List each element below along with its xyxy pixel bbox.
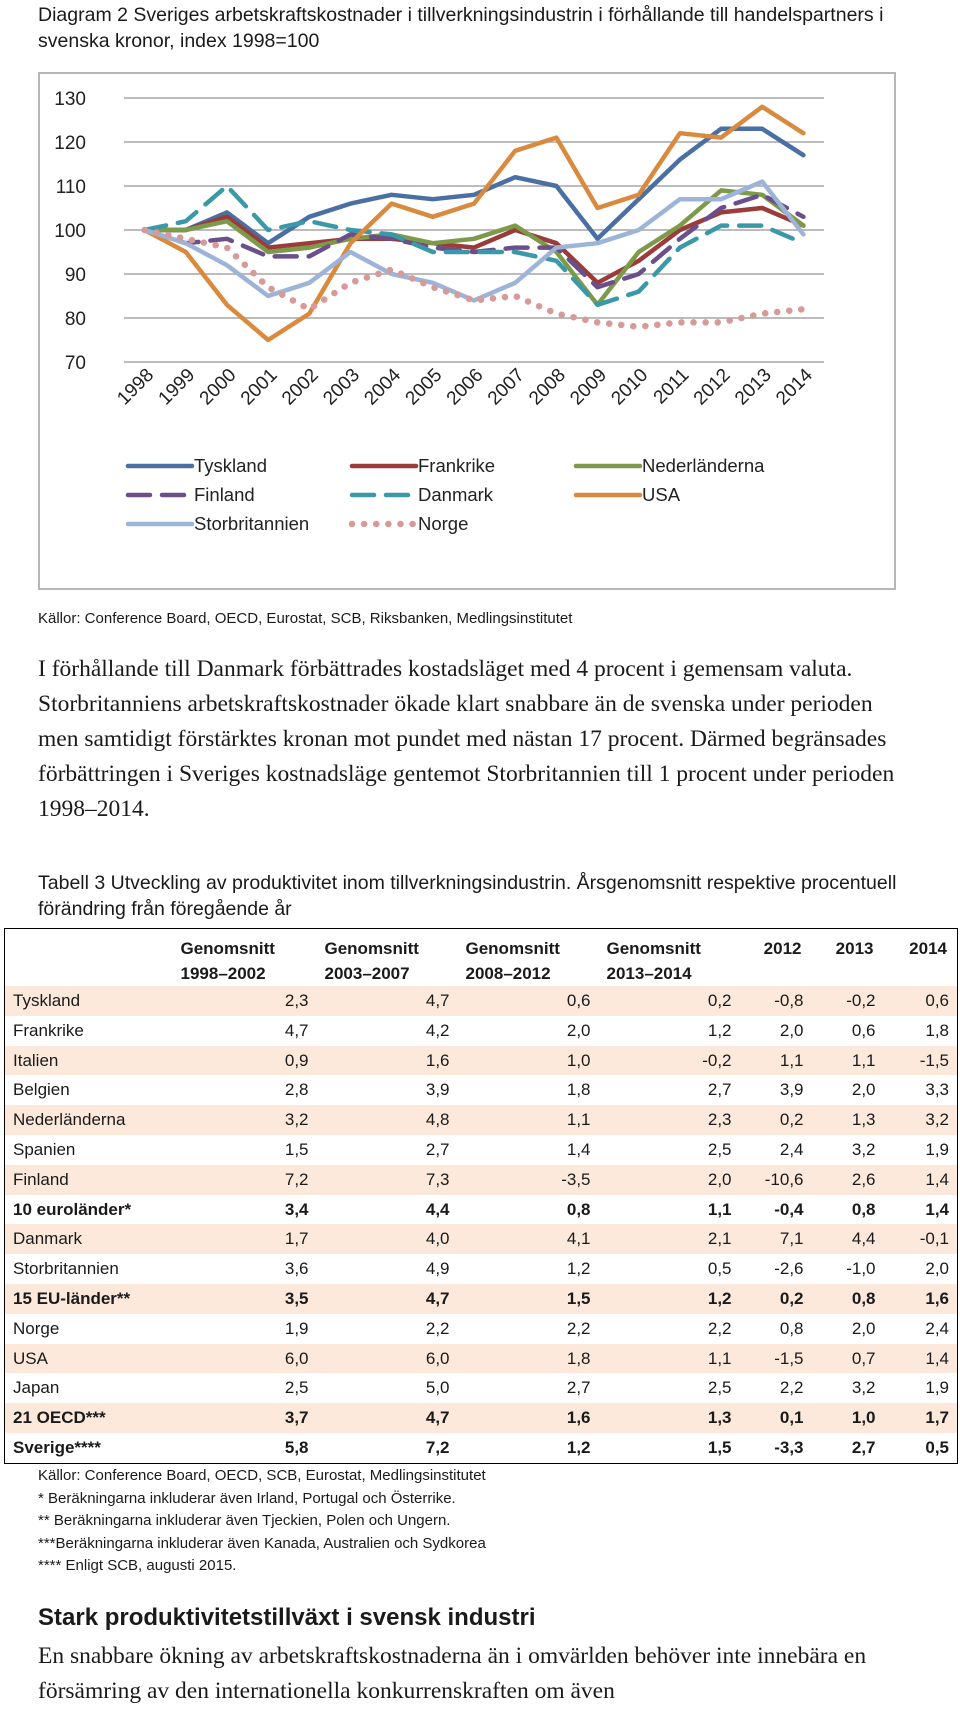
table-cell: 4,7 — [317, 986, 458, 1016]
table-cell: 1,1 — [812, 1046, 884, 1076]
header-line: 2003–2007 — [324, 964, 410, 983]
table-cell: 1,2 — [566, 1437, 591, 1457]
table-cell: 4,1 — [458, 1224, 599, 1254]
table-cell: 1,7 — [173, 1224, 317, 1254]
table-cell: -0,2 — [812, 986, 884, 1016]
table-cell: 1,8 — [458, 1344, 599, 1374]
chart-frame — [38, 72, 896, 590]
table-cell: 1,8 — [925, 1020, 949, 1040]
legend-label: Danmark — [418, 484, 494, 505]
x-tick-label: 2009 — [566, 364, 612, 410]
table-cell: 0,6 — [458, 986, 599, 1016]
table-row — [5, 1284, 958, 1314]
table-cell: 4,7 — [317, 1284, 458, 1314]
table-cell: 1,2 — [566, 1259, 591, 1279]
y-tick-label: 110 — [55, 177, 86, 198]
table-cell: 2,5 — [707, 1139, 732, 1159]
table-cell: 2,0 — [599, 1165, 740, 1195]
table-cell: 1,5 — [284, 1139, 309, 1159]
table-cell: 2,7 — [566, 1378, 591, 1398]
row-label: 21 OECD*** — [5, 1403, 173, 1433]
column-header — [884, 929, 958, 987]
x-tick-label: 1999 — [154, 364, 200, 410]
table-cell: 2,7 — [851, 1437, 876, 1457]
x-tick-label: 2006 — [442, 364, 488, 410]
note-line: ***Beräkningarna inkluderar även Kanada, Australien och Sydkorea — [38, 1534, 486, 1552]
table-cell: 3,2 — [173, 1105, 317, 1135]
chart-caption: Diagram 2 Sveriges arbetskraftskostnader i tillverkningsindustrin i förhållande till handelspartners i svenska kronor, index 1998=100 — [38, 4, 884, 52]
row-label: Spanien — [13, 1139, 76, 1159]
column-header — [740, 929, 812, 987]
table-cell: 1,5 — [707, 1437, 732, 1457]
table-cell: 1,4 — [884, 1165, 958, 1195]
legend-label: Nederländerna — [642, 455, 765, 476]
table-cell: 2,2 — [425, 1318, 450, 1338]
header-line: Genomsnitt — [324, 939, 419, 958]
note-line: ** Beräkningarna inkluderar även Tjeckien, Polen och Ungern. — [38, 1512, 451, 1529]
table-row — [5, 1165, 958, 1195]
legend-label: Storbritannien — [194, 513, 310, 534]
table-row — [5, 1314, 958, 1344]
table-cell: 0,5 — [707, 1259, 732, 1279]
y-tick-label: 100 — [54, 221, 86, 242]
table-cell: 1,0 — [812, 1403, 884, 1433]
table-cell: 1,5 — [458, 1284, 599, 1314]
y-tick-label: 70 — [64, 353, 86, 374]
row-label: Japan — [13, 1378, 60, 1398]
table-row — [5, 1433, 958, 1463]
x-tick-label: 2012 — [689, 364, 735, 410]
table-row — [5, 1105, 958, 1135]
table-cell: 1,6 — [458, 1403, 599, 1433]
table-cell: 2,6 — [812, 1165, 884, 1195]
table-cell: 0,6 — [851, 1020, 876, 1040]
table-cell: -0,8 — [740, 986, 812, 1016]
table-cell: 0,2 — [740, 1105, 812, 1135]
table-cell: 4,4 — [812, 1224, 884, 1254]
legend-label: Tyskland — [194, 455, 268, 476]
table-cell: 4,2 — [425, 1020, 450, 1040]
x-tick-label: 2001 — [236, 364, 282, 410]
table-header-row — [5, 929, 958, 987]
table-cell: 2,7 — [425, 1139, 450, 1159]
table-row — [5, 1224, 958, 1254]
table-cell: 1,6 — [884, 1284, 958, 1314]
note-line: * Beräkningarna inkluderar även Irland, Portugal och Österrike. — [38, 1489, 456, 1507]
table-row — [5, 1135, 958, 1165]
header-line: Genomsnitt — [465, 939, 560, 958]
table-cell: 6,0 — [317, 1344, 458, 1374]
header-line: Genomsnitt — [606, 939, 701, 958]
table-cell: -2,6 — [774, 1259, 804, 1279]
body-paragraph: I förhållande till Danmark förbättrades kostadsläget med 4 procent i gemensam valuta. Storbritanniens arbetskraftskostnader ökade klart snabbare än de svenska under perioden men samtidigt förstärktes kronan mot pundet med nästan 17 procent. Därmed begränsades förbättringen i Sveriges kostnadsläge gentemot Storbritannien till 1 procent under perioden 1998–2014. — [38, 656, 895, 822]
table-cell: -1,5 — [740, 1344, 812, 1374]
x-tick-label: 2002 — [278, 364, 323, 410]
note-line: **** Enligt SCB, augusti 2015. — [38, 1557, 237, 1574]
table-cell: 2,5 — [284, 1378, 309, 1398]
chart-sources: Källor: Conference Board, OECD, Eurostat, SCB, Riksbanken, Medlingsinstitutet — [38, 610, 573, 627]
table-cell: 6,0 — [173, 1344, 317, 1374]
table-cell: 1,9 — [925, 1139, 949, 1159]
table-cell: 2,4 — [779, 1139, 804, 1159]
table-cell: 2,1 — [599, 1224, 740, 1254]
table-row — [5, 1195, 958, 1225]
table-cell: 0,9 — [173, 1046, 317, 1076]
table-cell: -0,2 — [599, 1046, 740, 1076]
header-line: 2008–2012 — [465, 964, 551, 983]
table-cell: 0,8 — [812, 1284, 884, 1314]
table-cell: 7,2 — [173, 1165, 317, 1195]
table-cell: 5,8 — [284, 1437, 309, 1457]
table-cell: 3,2 — [884, 1105, 958, 1135]
column-header — [458, 929, 599, 987]
row-label: Tyskland — [5, 986, 173, 1016]
x-tick-label: 2000 — [195, 364, 241, 410]
table-cell: 2,2 — [707, 1318, 732, 1338]
table-cell: 2,3 — [173, 986, 317, 1016]
table-row — [5, 1373, 958, 1403]
table-cell: 2,8 — [284, 1080, 309, 1100]
table-cell: -0,1 — [884, 1224, 958, 1254]
table-cell: 1,2 — [599, 1284, 740, 1314]
row-label: Norge — [13, 1318, 60, 1338]
column-header — [812, 929, 884, 987]
legend-label: Norge — [418, 513, 469, 534]
row-label: Finland — [5, 1165, 173, 1195]
x-tick-label: 2007 — [483, 364, 529, 410]
table-row — [5, 1344, 958, 1374]
table-cell: -1,0 — [846, 1259, 876, 1279]
row-label: 15 EU-länder** — [5, 1284, 173, 1314]
legend-label: USA — [642, 484, 681, 505]
table-row — [5, 1075, 958, 1105]
row-label: Italien — [5, 1046, 173, 1076]
table-cell: 2,3 — [599, 1105, 740, 1135]
table-cell: 2,0 — [779, 1020, 804, 1040]
note-line: Källor: Conference Board, OECD, SCB, Eurostat, Medlingsinstitutet — [38, 1467, 486, 1484]
header-line: 2014 — [909, 939, 947, 958]
table-cell: 2,0 — [925, 1259, 949, 1279]
table-cell: 7,1 — [740, 1224, 812, 1254]
x-tick-label: 2014 — [772, 364, 817, 410]
table-cell: 1,7 — [884, 1403, 958, 1433]
line-chart — [40, 74, 894, 588]
table-row — [5, 1254, 958, 1284]
row-label: Danmark — [5, 1224, 173, 1254]
table-cell: 3,9 — [425, 1080, 450, 1100]
column-header — [5, 929, 173, 987]
row-label: Nederländerna — [5, 1105, 173, 1135]
table-cell: 1,1 — [458, 1105, 599, 1135]
table-cell: 1,0 — [458, 1046, 599, 1076]
column-header — [317, 929, 458, 987]
table-cell: 2,2 — [566, 1318, 591, 1338]
section-paragraph: En snabbare ökning av arbetskraftskostnaderna än i omvärlden behöver inte innebära en försämring av den internationella konkurrenskraften om även — [38, 1643, 867, 1704]
table-cell: 1,4 — [925, 1199, 949, 1219]
section-heading: Stark produktivitetstillväxt i svensk industri — [38, 1604, 536, 1631]
table-cell: 4,4 — [425, 1199, 450, 1219]
row-label: Frankrike — [13, 1020, 84, 1040]
table-cell: 1,9 — [925, 1378, 949, 1398]
header-line: Genomsnitt — [180, 939, 275, 958]
table-cell: 4,8 — [317, 1105, 458, 1135]
table-cell: 3,2 — [851, 1139, 876, 1159]
table-cell: 2,4 — [925, 1318, 949, 1338]
x-tick-label: 2011 — [649, 364, 694, 409]
row-label: USA — [5, 1344, 173, 1374]
column-header — [173, 929, 317, 987]
table-cell: 0,2 — [599, 986, 740, 1016]
column-header — [599, 929, 740, 987]
table-cell: 3,2 — [851, 1378, 876, 1398]
table-cell: -1,5 — [884, 1046, 958, 1076]
table-cell: 7,3 — [317, 1165, 458, 1195]
table-cell: 0,8 — [779, 1318, 804, 1338]
x-tick-label: 2013 — [731, 364, 776, 410]
table-cell: 3,5 — [173, 1284, 317, 1314]
table-cell: 3,7 — [173, 1403, 317, 1433]
table-cell: -10,6 — [740, 1165, 812, 1195]
table-cell: 4,7 — [284, 1020, 309, 1040]
x-tick-label: 2005 — [401, 364, 447, 410]
table-cell: 1,6 — [317, 1046, 458, 1076]
table-cell: 1,3 — [812, 1105, 884, 1135]
row-label: 10 euroländer* — [13, 1199, 132, 1219]
table-notes — [38, 1465, 486, 1578]
x-tick-label: 2003 — [319, 364, 365, 410]
table-cell: 0,8 — [566, 1199, 591, 1219]
table-cell: 2,0 — [851, 1080, 876, 1100]
table-cell: -0,4 — [774, 1199, 804, 1219]
table-cell: 1,1 — [707, 1199, 732, 1219]
table-cell: 2,0 — [851, 1318, 876, 1338]
table-cell: 0,5 — [925, 1437, 949, 1457]
table-cell: -3,5 — [458, 1165, 599, 1195]
table-row — [5, 1016, 958, 1046]
table-cell: 3,3 — [925, 1080, 949, 1100]
table-cell: 5,0 — [425, 1378, 450, 1398]
table-cell: 4,7 — [317, 1403, 458, 1433]
table-cell: 1,4 — [884, 1344, 958, 1374]
table-cell: 1,1 — [599, 1344, 740, 1374]
x-tick-label: 2008 — [525, 364, 570, 410]
table-cell: 1,8 — [566, 1080, 591, 1100]
table-row — [5, 1046, 958, 1076]
row-label: Storbritannien — [13, 1259, 119, 1279]
table-cell: 2,5 — [707, 1378, 732, 1398]
header-line: 2012 — [763, 939, 802, 958]
table-cell: 4,0 — [317, 1224, 458, 1254]
table-cell: 2,2 — [779, 1378, 804, 1398]
header-line: 2013–2014 — [606, 964, 692, 983]
header-line: 2013 — [835, 939, 874, 958]
header-line: 1998–2002 — [180, 964, 266, 983]
table-body — [5, 986, 958, 1463]
table-cell: 0,1 — [740, 1403, 812, 1433]
table-cell: 3,6 — [284, 1259, 309, 1279]
table-cell: 2,7 — [707, 1080, 732, 1100]
table-cell: 1,9 — [284, 1318, 309, 1338]
legend-label: Finland — [194, 484, 255, 505]
y-tick-label: 130 — [54, 89, 86, 110]
table-cell: 0,6 — [884, 986, 958, 1016]
table-cell: 1,3 — [599, 1403, 740, 1433]
row-label: Sverige**** — [13, 1437, 101, 1457]
row-label: Belgien — [13, 1080, 70, 1100]
table-cell: 3,4 — [284, 1199, 309, 1219]
x-tick-label: 2010 — [607, 364, 653, 410]
table-row — [5, 986, 958, 1016]
x-tick-label: 1998 — [113, 364, 159, 410]
table-cell: 1,1 — [740, 1046, 812, 1076]
table-cell: 0,2 — [740, 1284, 812, 1314]
table-cell: 1,2 — [707, 1020, 732, 1040]
table-cell: 7,2 — [425, 1437, 450, 1457]
table-row — [5, 1403, 958, 1433]
y-tick-label: 90 — [64, 265, 86, 286]
y-tick-label: 80 — [64, 309, 86, 330]
y-tick-label: 120 — [54, 133, 86, 154]
table-cell: 0,7 — [812, 1344, 884, 1374]
table-cell: 3,9 — [779, 1080, 804, 1100]
table-cell: 0,8 — [851, 1199, 876, 1219]
productivity-table — [4, 928, 958, 1464]
table-cell: 4,9 — [425, 1259, 450, 1279]
x-tick-label: 2004 — [360, 364, 406, 410]
table-caption: Tabell 3 Utveckling av produktivitet inom tillverkningsindustrin. Årsgenomsnitt respektive procentuell förändring från föregående år — [38, 872, 897, 920]
table-cell: -3,3 — [774, 1437, 804, 1457]
table-cell: 1,4 — [566, 1139, 591, 1159]
legend-label: Frankrike — [418, 455, 496, 476]
table-cell: 2,0 — [566, 1020, 591, 1040]
